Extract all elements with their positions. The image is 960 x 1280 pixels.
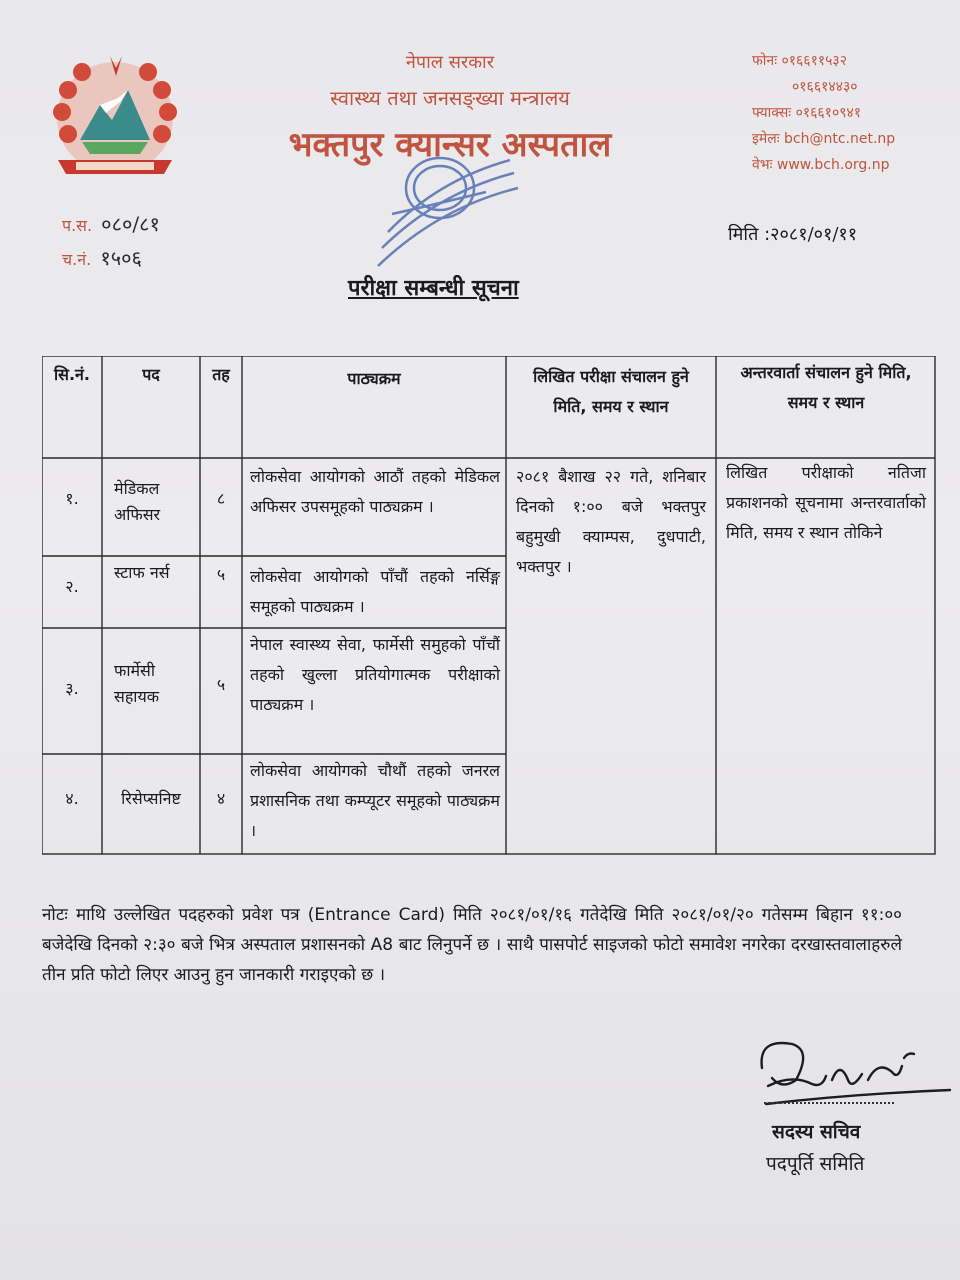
government-name: नेपाल सरकार — [405, 52, 495, 73]
row3-syllabus: नेपाल स्वास्थ्य सेवा, फार्मेसी समुहको पाँचौं तहको खुल्ला प्रतियोगात्मक परीक्षाको पाठ्यक्रम । — [250, 635, 500, 714]
phone-1: फोनः ०१६६११५३२ — [752, 53, 847, 69]
notice-title: परीक्षा सम्बन्धी सूचना — [348, 276, 519, 301]
row1-sn: १. — [65, 489, 79, 508]
header-sn: सि.नं. — [54, 365, 90, 384]
date-value: २०८१/०१/११ — [770, 224, 858, 245]
row3-post: फार्मेसी सहायक — [114, 661, 160, 706]
written-exam-detail: २०८१ बैशाख २२ गते, शनिबार दिनको १:०० बजे भक्तपुर बहुमुखी क्याम्पस, दुधपाटी, भक्तपुर । — [516, 467, 706, 576]
signature-icon — [752, 1030, 952, 1120]
header-post: पद — [142, 365, 160, 384]
row1-syllabus: लोकसेवा आयोगको आठौं तहको मेडिकल अफिसर उपसमूहको पाठ्यक्रम । — [250, 467, 500, 516]
header-written-exam: लिखित परीक्षा संचालन हुने मिति, समय र स्थान — [533, 367, 689, 416]
exam-schedule-table — [42, 356, 936, 856]
dispatch-number — [62, 244, 142, 271]
row2-syllabus: लोकसेवा आयोगको पाँचौं तहको नर्सिङ्ग समूहको पाठ्यक्रम । — [250, 567, 500, 616]
interview-detail: लिखित परीक्षाको नतिजा प्रकाशनको सूचनामा अन्तरवार्ताको मिति, समय र स्थान तोकिने — [726, 463, 926, 542]
reference-year — [62, 210, 160, 237]
signatory-committee: पदपूर्ति समिति — [766, 1153, 865, 1175]
ref-cn-value: १५०६ — [100, 246, 142, 270]
ref-ps-label: प.स. — [62, 216, 93, 235]
ref-ps-value: ०८०/८१ — [101, 212, 160, 236]
nepal-emblem-icon — [40, 50, 190, 185]
header-interview: अन्तरवार्ता संचालन हुने मिति, समय र स्थान — [740, 363, 912, 412]
row2-post: स्टाफ नर्स — [114, 563, 170, 582]
fax: फ्याक्सः ०१६६१०९४१ — [752, 105, 862, 121]
row1-level: ८ — [216, 489, 226, 508]
header-syllabus: पाठ्यक्रम — [347, 369, 401, 388]
header-level: तह — [212, 365, 230, 384]
row4-post: रिसेप्सनिष्ट — [121, 789, 181, 808]
phone-2: ०१६६१४४३० — [792, 79, 858, 95]
note-text: माथि उल्लेखित पदहरुको प्रवेश पत्र (Entrance Card) मिति २०८१/०१/१६ गतेदेखि मिति २०८१/०१/२० गतेसम्म बिहान ११:०० बजेदेखि दिनको २:३० बजे भित्र अस्पताल प्रशासनको A8 बाट लिनुपर्ने छ । साथै पासपोर्ट साइजको फोटो समावेश नगरेका दरखास्तवालाहरुले तीन प्रति फोटो लिएर आउनु हुन जानकारी गराइएको छ । — [42, 905, 903, 985]
ministry-name: स्वास्थ्य तथा जनसङ्ख्या मन्त्रालय — [330, 86, 570, 110]
ref-cn-label: च.नं. — [62, 250, 92, 269]
email: इमेलः bch@ntc.net.np — [752, 131, 896, 147]
row2-level: ५ — [216, 565, 226, 584]
date-label: मिति : — [728, 224, 771, 245]
row3-level: ५ — [216, 675, 226, 694]
row4-syllabus: लोकसेवा आयोगको चौथौं तहको जनरल प्रशासनिक तथा कम्प्यूटर समूहको पाठ्यक्रम । — [250, 761, 500, 840]
notice-date — [728, 222, 857, 246]
row2-sn: २. — [65, 577, 79, 596]
row4-sn: ४. — [65, 789, 79, 808]
contact-block — [752, 48, 895, 178]
website: वेभः www.bch.org.np — [752, 157, 890, 173]
signatory-title: सदस्य सचिव — [772, 1121, 861, 1143]
note-label: नोटः — [42, 905, 68, 925]
hospital-name: भक्तपुर क्यान्सर अस्पताल — [288, 125, 612, 165]
office-stamp-icon — [368, 148, 528, 278]
row3-sn: ३. — [65, 679, 79, 698]
signature-line — [764, 1102, 894, 1104]
note-paragraph — [42, 900, 902, 990]
row1-post: मेडिकल अफिसर — [114, 479, 161, 524]
row4-level: ४ — [216, 789, 226, 808]
